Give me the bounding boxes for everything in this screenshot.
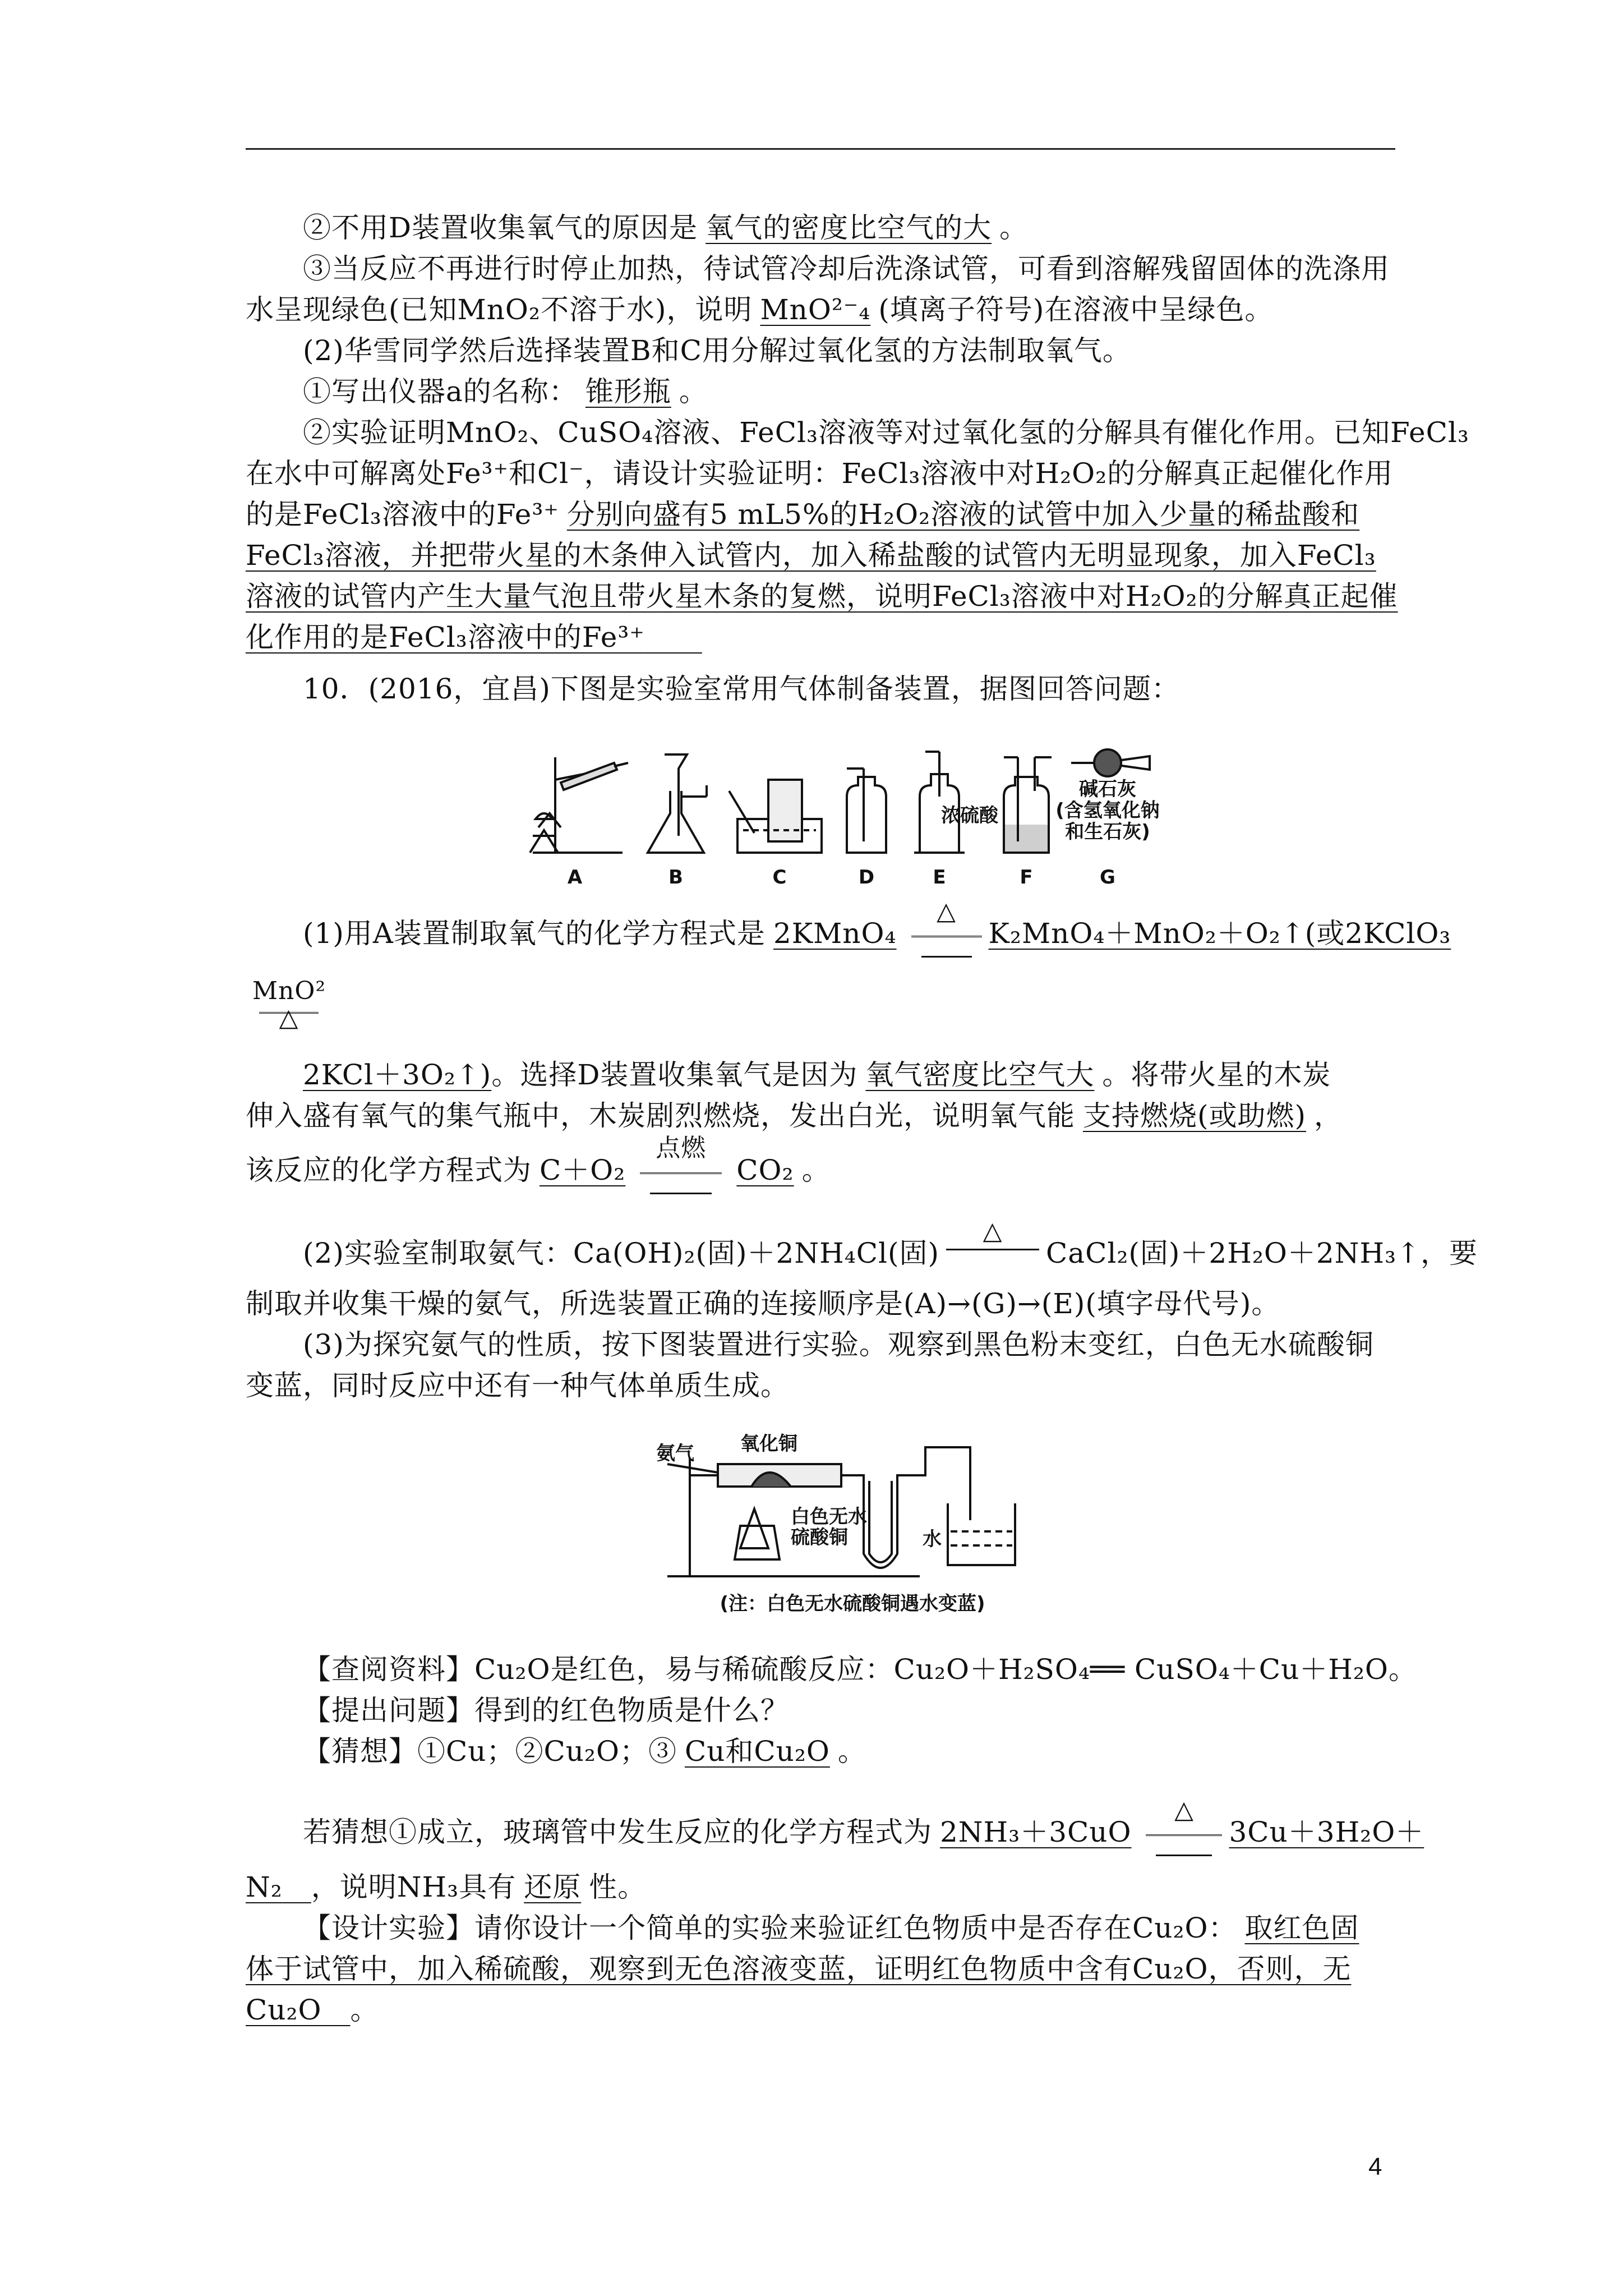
reducing-line: N₂ ，说明NH₃具有 还原 性。 — [246, 1871, 647, 1903]
guess1-equation: 若猜想①成立，玻璃管中发生反应的化学方程式为 2NH₃＋3CuO △ 3Cu＋3H₂O＋ — [303, 1812, 1395, 1852]
soda-lime-note-2: 和生石灰) — [1065, 821, 1150, 843]
apparatus-c — [729, 780, 822, 853]
question-10: 10．(2016，宜昌)下图是实验室常用气体制备装置，据图回答问题： — [303, 673, 1180, 705]
mno2-condition: MnO² △ — [252, 977, 326, 1032]
reference-line: 【查阅资料】Cu₂O是红色，易与稀硫酸反应：Cu₂O＋H₂SO₄══ CuSO₄＋Cu＋H₂O。 — [303, 1653, 1417, 1686]
design-line-2: 体于试管中，加入稀硫酸，观察到无色溶液变蓝，证明红色物质中含有Cu₂O，否则，无 — [246, 1953, 1352, 1985]
apparatus-f — [1004, 757, 1052, 853]
ammonia-experiment-figure — [656, 1425, 1049, 1621]
answer-blank: 氧气的密度比空气的大 — [706, 211, 992, 244]
conc-sulfuric-acid-label: 浓硫酸 — [941, 804, 998, 827]
q3-line-2: 变蓝，同时反应中还有一种气体单质生成。 — [246, 1369, 789, 1402]
soda-lime-note-1: (含氢氧化钠 — [1055, 799, 1160, 822]
ammonia-label: 氨气 — [656, 1442, 694, 1465]
line-catalyst-2: 在水中可解离处Fe³⁺和Cl⁻，请设计实验证明：FeCl₃溶液中对H₂O₂的分解真正起催化作用 — [246, 457, 1394, 490]
apparatus-d — [847, 769, 886, 853]
q1-collect-line: 2KCl＋3O₂↑)。选择D装置收集氧气是因为 氧气密度比空气大 。将带火星的木炭 — [303, 1059, 1331, 1091]
guess-line: 【猜想】①Cu；②Cu₂O；③ Cu和Cu₂O 。 — [303, 1735, 866, 1768]
line-d-reason: ②不用D装置收集氧气的原因是 氧气的密度比空气的大 。 — [303, 211, 1029, 244]
design-line-1: 【设计实验】请你设计一个简单的实验来验证红色物质中是否存在Cu₂O： 取红色固 — [303, 1912, 1359, 1944]
q2-order-line: 制取并收集干燥的氨气，所选装置正确的连接顺序是(A)→(G)→(E)(填字母代号)。 — [246, 1287, 1280, 1320]
q2-ammonia-line: (2)实验室制取氨气：Ca(OH)₂(固)＋2NH₄Cl(固) △ CaCl₂(固)＋2H₂O＋2NH₃↑，要 — [303, 1217, 1478, 1269]
label-a: A — [567, 866, 583, 889]
apparatus-b — [648, 754, 707, 853]
answer-blank: 锥形瓶 — [585, 375, 671, 408]
header-rule — [246, 148, 1395, 150]
soda-lime-label: 碱石灰 — [1079, 778, 1136, 800]
cuso4-label-2: 硫酸铜 — [791, 1526, 848, 1549]
line-catalyst-4: FeCl₃溶液，并把带火星的木条伸入试管内，加入稀盐酸的试管内无明显现象，加入FeCl₃ — [246, 539, 1376, 572]
label-d: D — [858, 866, 875, 889]
label-c: C — [772, 866, 787, 889]
line-catalyst-5: 溶液的试管内产生大量气泡且带火星木条的复燃，说明FeCl₃溶液中对H₂O₂的分解真正起催 — [246, 580, 1398, 613]
line-part2: (2)华雪同学然后选择装置B和C用分解过氧化氢的方法制取氧气。 — [303, 334, 1131, 367]
line-catalyst-1: ②实验证明MnO₂、CuSO₄溶液、FeCl₃溶液等对过氧化氢的分解具有催化作用。已知FeCl₃ — [303, 416, 1469, 449]
apparatus-g — [1071, 749, 1150, 776]
question-line: 【提出问题】得到的红色物质是什么？ — [303, 1694, 789, 1727]
q3-line-1: (3)为探究氨气的性质，按下图装置进行实验。观察到黑色粉末变红，白色无水硫酸铜 — [303, 1328, 1374, 1361]
water-label: 水 — [923, 1528, 942, 1550]
apparatus-a — [530, 757, 628, 853]
copper-oxide-label: 氧化铜 — [740, 1433, 797, 1455]
heat-condition: △ — [905, 913, 989, 954]
apparatus-e — [914, 752, 965, 853]
line-catalyst-3: 的是FeCl₃溶液中的Fe³⁺ 分别向盛有5 mL5%的H₂O₂溶液的试管中加入少量的稀盐酸和 — [246, 494, 1395, 535]
line-catalyst-6: 化作用的是FeCl₃溶液中的Fe³⁺ — [246, 621, 645, 654]
label-f: F — [1020, 866, 1033, 889]
apparatus-figure — [522, 729, 1172, 892]
q1-equation-line: (1)用A装置制取氧气的化学方程式是 2KMnO₄ △ K₂MnO₄＋MnO₂＋O₂↑(或2KClO₃ — [303, 913, 1395, 954]
label-b: B — [668, 866, 683, 889]
line-wash: ③当反应不再进行时停止加热，待试管冷却后洗涤试管，可看到溶解残留固体的洗涤用 — [303, 252, 1390, 285]
figure-note: (注：白色无水硫酸铜遇水变蓝) — [720, 1593, 985, 1615]
line-instrument: ①写出仪器a的名称： 锥形瓶 。 — [303, 375, 708, 408]
label-g: G — [1100, 866, 1115, 889]
answer-blank: MnO²⁻₄ — [760, 293, 871, 326]
cuso4-label-1: 白色无水 — [791, 1506, 867, 1528]
q1-carbon-equation: 该反应的化学方程式为 C＋O₂ 点燃 CO₂ 。 — [246, 1150, 1395, 1190]
design-line-3: Cu₂O 。 — [246, 1994, 379, 2026]
label-e: E — [933, 866, 946, 889]
page-number: 4 — [1368, 2153, 1382, 2180]
q1-charcoal-line: 伸入盛有氧气的集气瓶中，木炭剧烈燃烧，发出白光，说明氧气能 支持燃烧(或助燃) ， — [246, 1099, 1343, 1132]
answer-blank: 分别向盛有5 mL5%的H₂O₂溶液的试管中加入少量的稀盐酸和 — [566, 498, 1360, 531]
line-green-ion: 水呈现绿色(已知MnO₂不溶于水)，说明 MnO²⁻₄ (填离子符号)在溶液中呈绿色。 — [246, 293, 1274, 326]
